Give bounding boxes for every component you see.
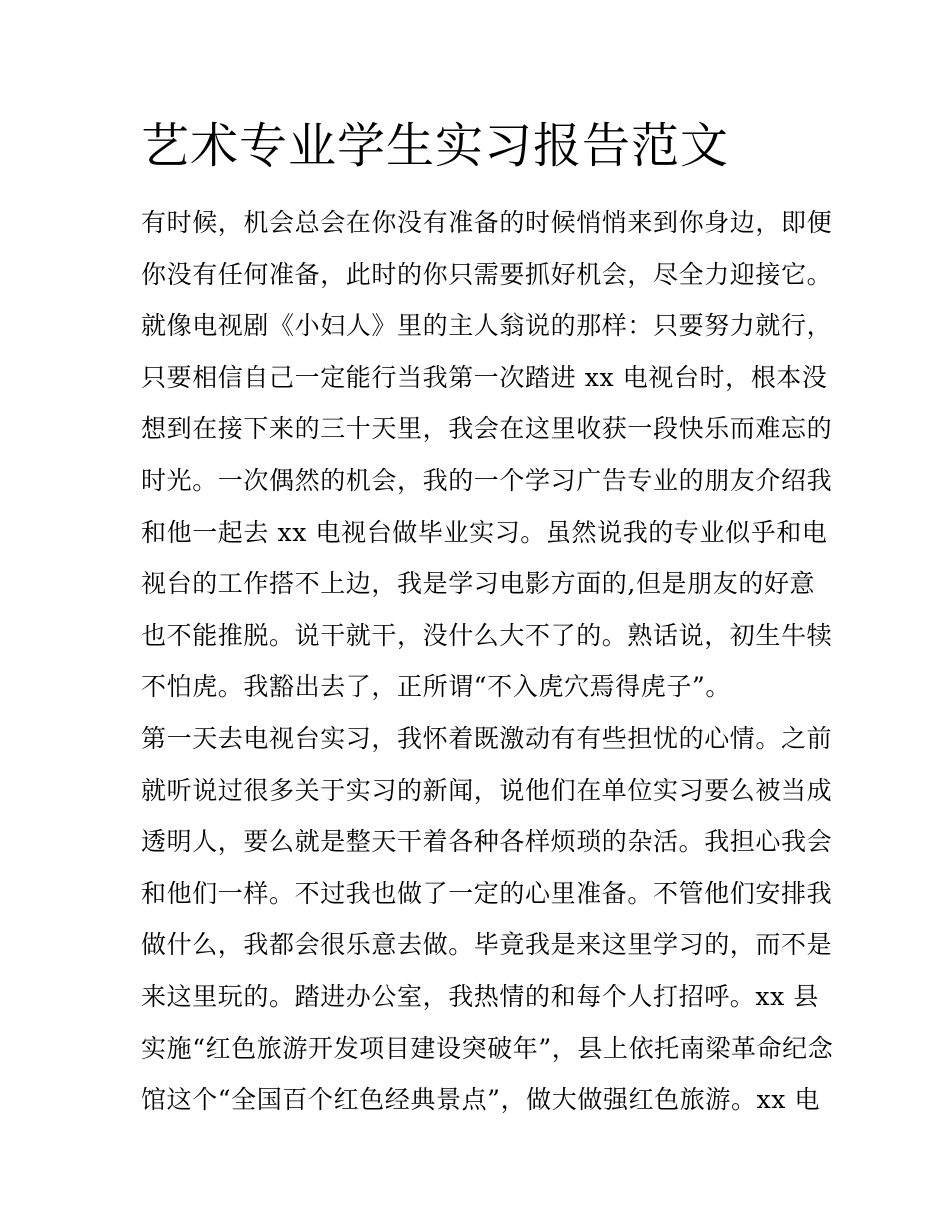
body-line: 和他一起去 xx 电视台做毕业实习。虽然说我的专业似乎和电 bbox=[141, 517, 828, 547]
body-line: 就像电视剧《小妇人》里的主人翁说的那样：只要努力就行， bbox=[141, 311, 833, 341]
body-line: 和他们一样。不过我也做了一定的心里准备。不管他们安排我 bbox=[141, 878, 833, 908]
body-line: 也不能推脱。说干就干，没什么大不了的。熟话说，初生牛犊 bbox=[141, 620, 833, 650]
body-line: 做什么，我都会很乐意去做。毕竟我是来这里学习的，而不是 bbox=[141, 930, 833, 960]
body-line: 你没有任何准备，此时的你只需要抓好机会，尽全力迎接它。 bbox=[141, 259, 833, 289]
body-line: 就听说过很多关于实习的新闻，说他们在单位实习要么被当成 bbox=[141, 775, 833, 805]
document-title: 艺术专业学生实习报告范文 bbox=[141, 118, 730, 174]
body-line: 馆这个“全国百个红色经典景点”，做大做强红色旅游。xx 电 bbox=[141, 1085, 821, 1115]
body-line: 只要相信自己一定能行当我第一次踏进 xx 电视台时，根本没 bbox=[141, 362, 828, 392]
body-line: 透明人，要么就是整天干着各种各样烦琐的杂活。我担心我会 bbox=[141, 827, 833, 857]
body-line: 来这里玩的。踏进办公室，我热情的和每个人打招呼。xx 县 bbox=[141, 981, 819, 1011]
body-line: 视台的工作搭不上边，我是学习电影方面的,但是朋友的好意 bbox=[141, 569, 816, 599]
body-line: 想到在接下来的三十天里，我会在这里收获一段快乐而难忘的 bbox=[141, 414, 833, 444]
body-line: 有时候，机会总会在你没有准备的时候悄悄来到你身边，即便 bbox=[141, 208, 833, 237]
document-body bbox=[141, 197, 834, 1126]
body-line: 第一天去电视台实习，我怀着既激动有有些担忧的心情。之前 bbox=[141, 723, 833, 753]
body-line: 时光。一次偶然的机会，我的一个学习广告专业的朋友介绍我 bbox=[141, 465, 833, 495]
body-line: 不怕虎。我豁出去了，正所谓“不入虎穴焉得虎子”。 bbox=[141, 672, 731, 702]
body-line: 实施“红色旅游开发项目建设突破年”，县上依托南梁革命纪念 bbox=[141, 1033, 834, 1063]
